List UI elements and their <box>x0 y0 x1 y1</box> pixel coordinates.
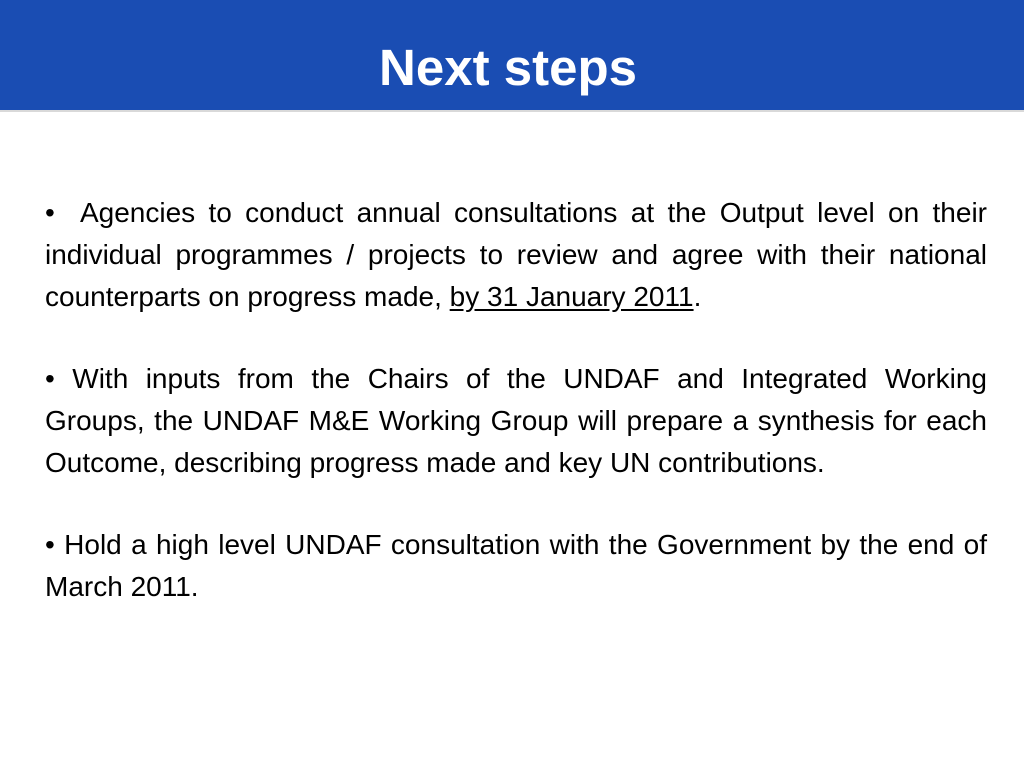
title-bar-divider <box>0 110 1024 112</box>
bullet-tail: . <box>693 281 702 312</box>
bullet-text: Hold a high level UNDAF consultation with the Government by the end of March 2011. <box>45 529 988 602</box>
slide-title: Next steps <box>379 39 637 96</box>
bullet-text: With inputs from the Chairs of the UNDAF and Integrated Working Groups, the UNDAF M&E Working Group will prepare a synthesis for each Outcome, describing progress made and key UN contributions. <box>45 363 987 478</box>
bullet-item <box>45 192 987 318</box>
bullet-item <box>45 358 987 484</box>
deadline-text: by 31 January 2011 <box>449 281 694 312</box>
bullet-marker: • <box>45 363 55 394</box>
bullet-marker: • <box>45 529 55 560</box>
bullet-marker: • <box>45 197 55 228</box>
bullet-text: Agencies to conduct annual consultations at the Output level on their individual programmes / projects to review and agree with their national counterparts on progress made, <box>45 197 987 312</box>
bullet-list <box>45 192 987 608</box>
bullet-item <box>45 524 987 608</box>
